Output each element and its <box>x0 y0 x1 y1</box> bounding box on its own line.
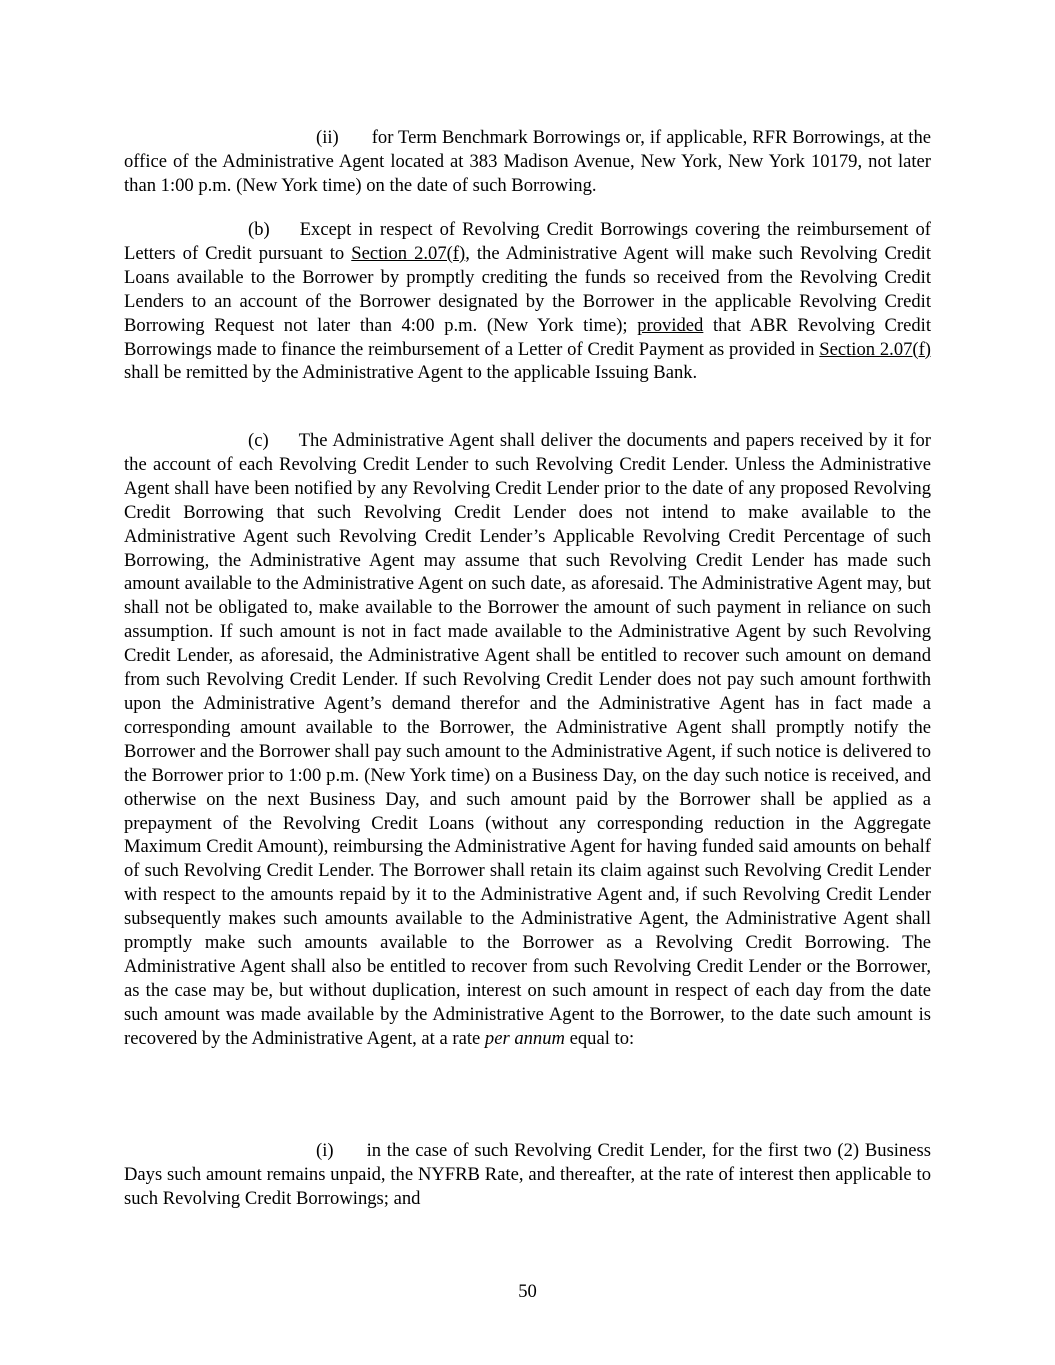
paragraph-text-4: shall be remitted by the Administrative Agent to the applicable Issuing Bank. <box>124 362 698 384</box>
clause-marker-ii: (ii) <box>316 127 339 148</box>
provided-term: provided <box>637 314 704 336</box>
paragraph-a-ii <box>124 126 931 198</box>
section-reference-link[interactable]: Section 2.07(f) <box>351 242 466 264</box>
paragraph-text: for Term Benchmark Borrowings or, if applicable, RFR Borrowings, at the office of the Administrative Agent located at 383 Madison Avenue, New York, New York 10179, not later than 1:00 p.m. (New York time) on the date of such Borrowing. <box>124 127 931 196</box>
page-number: 50 <box>518 1281 537 1302</box>
section-reference-link[interactable]: Section 2.07(f) <box>819 338 931 360</box>
per-annum-italic: per annum <box>484 1027 565 1049</box>
paragraph-text-3: that ABR Revolving Credit Borrowings made to finance the reimbursement of a Letter of Credit Payment as provided in <box>124 314 931 360</box>
paragraph-text: in the case of such Revolving Credit Lender, for the first two (2) Business Days such amount remains unpaid, the NYFRB Rate, and thereafter, at the rate of interest then applicable to such Revolving Credit Borrowings; and <box>124 1140 931 1209</box>
paragraph-b <box>124 218 931 385</box>
paragraph-text: The Administrative Agent shall deliver the documents and papers received by it for the account of each Revolving Credit Lender to such Revolving Credit Lender. Unless the Administrative Agent shall have been notified by any Revolving Credit Lender prior to the date of any proposed Revolving Credit Borrowing that such Revolving Credit Lender does not intend to make available to the Administrative Agent such Revolving Credit Lender’s Applicable Revolving Credit Percentage of such Borrowing, the Administrative Agent may assume that such Revolving Credit Lender has made such amount available to the Administrative Agent on such date, as aforesaid. The Administrative Agent may, but shall not be obligated to, make available to the Borrower the amount of such payment in reliance on such assumption. If such amount is not in fact made available to the Administrative Agent by such Revolving Credit Lender, as aforesaid, the Administrative Agent shall be entitled to recover such amount on demand from such Revolving Credit Lender. If such Revolving Credit Lender does not pay such amount forthwith upon the Administrative Agent’s demand therefor and the Administrative Agent has in fact made a corresponding amount available to the Borrower, the Administrative Agent shall promptly notify the Borrower and the Borrower shall pay such amount to the Administrative Agent, if such notice is delivered to the Borrower prior to 1:00 p.m. (New York time) on a Business Day, on the day such notice is received, and otherwise on the next Business Day, and such amount paid by the Borrower shall be applied as a prepayment of the Revolving Credit Loans (without any corresponding reduction in the Aggregate Maximum Credit Amount), reimbursing the Administrative Agent for having funded said amounts on behalf of such Revolving Credit Lender. The Borrower shall retain its claim against such Revolving Credit Lender with respect to the amounts repaid by it to the Administrative Agent and, if such Revolving Credit Lender subsequently makes such amounts available to the Administrative Agent, the Administrative Agent shall promptly make such amounts available to the Borrower as a Revolving Credit Borrowing. The Administrative Agent shall also be entitled to recover from such Revolving Credit Lender or the Borrower, as the case may be, but without duplication, interest on such amount in respect of each day from the date such amount was made available by the Administrative Agent to the Borrower, to the date such amount is recovered by the Administrative Agent, at a rate <box>124 430 931 1049</box>
clause-marker-b: (b) <box>248 219 270 240</box>
paragraph-text-tail: equal to: <box>564 1027 635 1049</box>
paragraph-text-1: Except in respect of Revolving Credit Borrowings covering the reimbursement of Letters of Credit pursuant to <box>124 219 931 264</box>
clause-marker-c: (c) <box>248 430 269 451</box>
clause-marker-i: (i) <box>316 1140 334 1161</box>
paragraph-c <box>124 429 931 1051</box>
paragraph-text-2: , the Administrative Agent will make such Revolving Credit Loans available to the Borrower by promptly crediting the funds so received from the Revolving Credit Lenders to an account of the Borrower designated by the Borrower in the applicable Revolving Credit Borrowing Request not later than 4:00 p.m. (New York time); <box>124 242 931 336</box>
paragraph-c-i <box>124 1139 931 1211</box>
